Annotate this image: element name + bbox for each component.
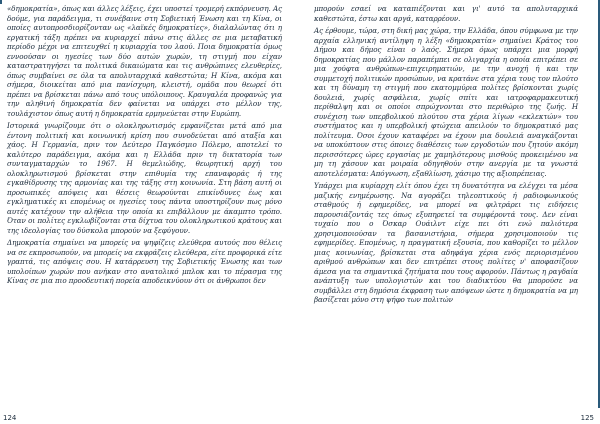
left-paragraph-3: Δημοκρατία σημαίνει να μπορείς να ψηφίζεις ελεύθερα αυτούς που θέλεις να σε εκπροσωπούν, να μπορείς να εκφράζεις ελεύθερα, είτε προφορικά είτε γραπτά, τις απόψεις σου. Η κατάρρευση της Σοβιετικής Ένωσης και των υπολοίπων χωρών που ανήκαν στο ανατολικό μπλοκ και το πέρασμα της Κίνας σε μια πιο προοδευτική πορεία αποδεικνύουν ότι οι άνθρωποι δεν: [7, 238, 282, 285]
right-page: [300, 4, 586, 408]
right-page-number: 125: [580, 414, 594, 422]
right-paragraph-2: Ας έρθουμε, τώρα, στη δική μας χώρα, την Ελλάδα, όπου σύμφωνα με την αρχαία ελληνική αντίληψη η λέξη «δημοκρατία» σημαίνει Κράτος του Δήμου και δήμος είναι ο λαός. Σήμερα όμως υπάρχει μια μορφή δημοκρατίας που μάλλον παραπέμπει σε ολιγαρχία η οποία επιτρέπει σε μια χούφτα ανθρώπων-επιχειρηματιών, με την ανοχή ή και την συμμετοχή πολιτικών προσώπων, να κρατάνε στα χέρια τους τον πλούτο και τη δύναμη τη στιγμή που εκατομμύρια πολίτες βρίσκονται χωρίς δουλειά, χωρίς ασφάλεια, χωρίς σπίτι και ιατροφαρμακευτική περίθαλψη και οι οποίοι σπρώχνονται στο περιθώριο της ζωής. Η συνέχιση των υπερβολικού πλούτου στα χέρια λίγων «εκλεκτών» του συστήματος και η υπερβολική φτώχεια απειλούν το δημοκρατικό μας πολίτευμα. Όσοι έχουν καταφέρει να έχουν μια δουλειά αναγκάζονται να υποκύπτουν στις όποιες διαθέσεις των εργοδοτών που ζητούν ακόμη περισσότερες ώρες εργασίας με χαμηλότερους μισθούς προκειμένου να μη τη χάσουν και μοιραία οδηγηθούν στην ανεργία με τα γνωστά αποτελέσματα: Απόγνωση, εξαθλίωση, χάσιμο της αξιοπρέπειας.: [314, 26, 578, 178]
right-paragraph-3: Υπάρχει μια κυρίαρχη ελίτ όπου έχει τη δυνατότητα να ελέγχει τα μέσα μαζικής ενημέρωσης. Να αγοράζει τηλεοπτικούς ή ραδιοφωνικούς σταθμούς ή εφημερίδες, να μπορεί να φιλτράρει τις ειδήσεις παρουσιάζοντάς τες όπως εξυπηρετεί τα συμφέροντά τους. Δεν είναι τυχαίο που ο Όσκαρ Ουάιλντ είχε πει ότι ενώ παλιότερα χρησιμοποιούσαν τα βασανιστήρια, σήμερα χρησιμοποιούν τις εφημερίδες. Επομένως, η πραγματική εξουσία, που καθορίζει το μέλλον μιας κοινωνίας, βρίσκεται στα αδηφάγα χέρια ενός περιορισμένου αριθμού ανθρώπων και δεν επιτρέπει στους πολίτες ν' αποφασίζουν άμεσα για τα σημαντικά ζητήματα που τους αφορούν. Πάντως η ραγδαία ανάπτυξη των υπολογιστών και του διαδικτύου θα μπορούσε να συμβάλλει στη δημόσια έκφραση των απόψεων ώστε η δημοκρατία να μη βασίζεται μόνο στη ψήφο των πολιτών: [314, 181, 578, 304]
left-page: [0, 4, 286, 408]
left-page-number: 124: [3, 414, 17, 422]
right-paragraph-1: μπορούν εσαεί να καταπιέζονται και γι' αυτό τα απολυταρχικά καθεστώτα, έστω και αργά, καταρρέουν.: [314, 4, 578, 23]
left-paragraph-1: «δημοκρατία», όπως και άλλες λέξεις, έχει υποστεί τρομερή εκπόρνευση. Ας δούμε, για παράδειγμα, τι συνέβαινε στη Σοβιετική Ένωση και τη Κίνα, οι οποίες αυτοπροσδιορίζονταν ως «λαϊκές δημοκρατίες», διαλαλώντας ότι η εργατική τάξη πρέπει να κυριαρχεί πάνω στις άλλες σε μια μεταβατική περίοδο μέχρι να επιτευχθεί η κυριαρχία του λαού. Ποια δημοκρατία όμως εννοούσαν οι ηγεσίες των δύο αυτών χωρών, τη στιγμή που είχαν καταστρατηγήσει τα πολιτικά δικαιώματα και τις ανθρώπινες ελευθερίες, όπως συμβαίνει σε όλα τα απολυταρχικά καθεστώτα; Η Κίνα, ακόμα και σήμερα, διοικείται από μια πανίσχυρη, κλειστή, ομάδα που θεωρεί ότι πρέπει να βρίσκεται πάνω από τους υπόλοιπους. Κραυγαλέα προφανώς για την αληθινή δημοκρατία δεν φαίνεται να υπάρχει στο μέλλον της, τουλάχιστον όπως αυτή η δημοκρατία ερμηνεύεται στην Ευρώπη.: [7, 4, 282, 118]
left-paragraph-2: Ιστορικά γνωρίζουμε ότι ο ολοκληρωτισμός εμφανίζεται μετά από μια έντονη πολιτική και κοινωνική κρίση που συνοδεύεται από αταξία και χάος. Η Γερμανία, πριν τον Δεύτερο Παγκόσμιο Πόλεμο, αποτελεί το καλύτερο παράδειγμα, ακόμα και η Ελλάδα πριν τη δικτατορία των συνταγματαρχών το 1967. Η θεμελιώδης, θεωρητική αρχή του ολοκληρωτισμού βρίσκεται στην επιθυμία της επαναφοράς ή της εγκαθίδρυσης της αρμονίας και της τάξης στη κοινωνία. Στη βάση αυτή οι προσωπικές απόψεις και θέσεις θεωρούνται επικίνδυνες έως και εγκληματικές κι επομένως οι ηγεσίες τους πάντα υποστηρίζουν πως μόνο αυτές κατέχουν την αλήθεια την οποία κι επιβάλλουν με άκαμπτο τρόπο. Όταν οι πολίτες εγκλωβίζονται στα δίχτυα του ολοκληρωτικού κράτους και της ιδεολογίας του δύσκολα μπορούν να ξεφύγουν.: [7, 121, 282, 235]
